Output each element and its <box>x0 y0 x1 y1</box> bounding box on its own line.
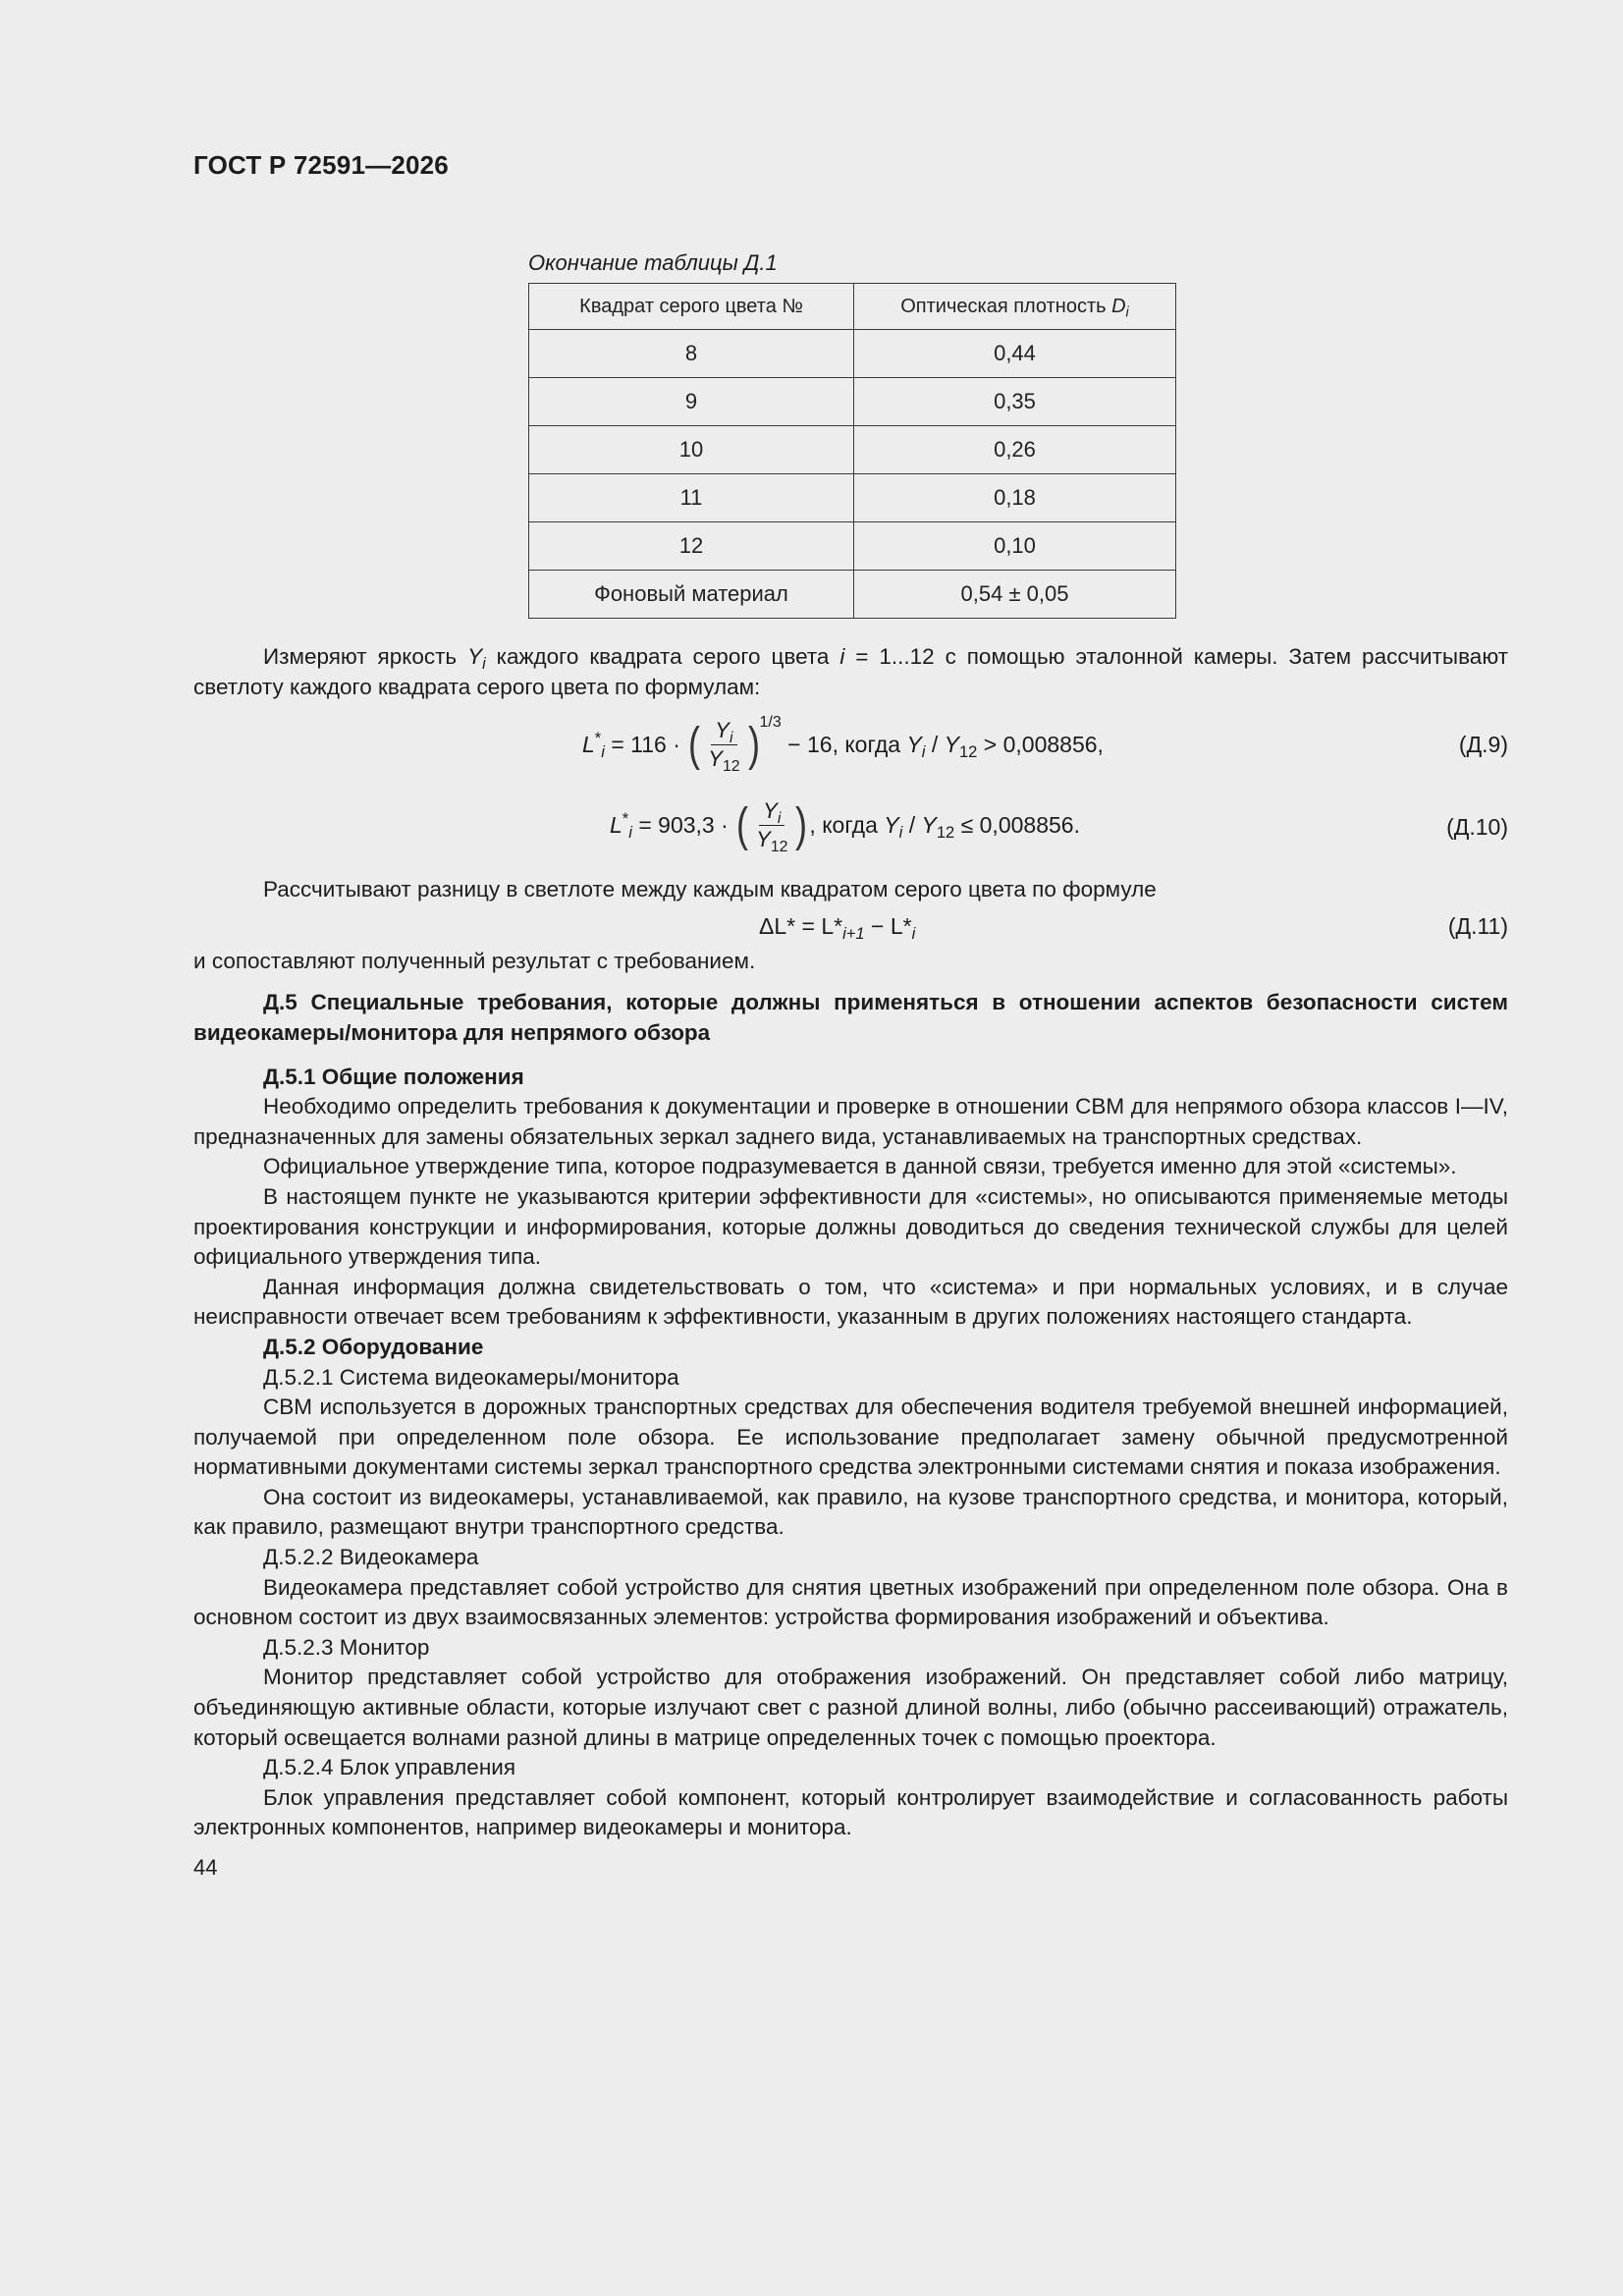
table-row <box>529 378 1176 426</box>
table-cell-density: 0,54 ± 0,05 <box>854 571 1176 619</box>
intro-text-1: Измеряют яркость <box>263 644 468 669</box>
f10-fraction: $\frac{Y_i}{Y_{12}}$ <box>756 798 788 855</box>
section-d5-heading: Д.5 Специальные требования, которые должны применяться в отношении аспектов безопасности систем видеокамеры/монитора для непрямого обзора <box>193 990 1508 1045</box>
f9-lhs: $L^*_i$ <box>582 729 605 762</box>
d51-paragraph: Данная информация должна свидетельствовать о том, что «система» и при нормальных условиях, и в случае неисправности отвечает всем требованиям к эффективности, указанным в других положениях настоящего стандарта. <box>193 1274 1508 1330</box>
formula-d9-label: (Д.9) <box>1458 732 1508 758</box>
f9-coef: = 116 · <box>604 732 687 758</box>
gray-squares-table <box>528 283 1176 619</box>
table-row <box>529 330 1176 378</box>
table-caption: Окончание таблицы Д.1 <box>528 250 778 275</box>
formula-d10-label: (Д.10) <box>1446 814 1508 841</box>
f9-tail: − 16, когда <box>781 732 907 758</box>
table-row <box>529 522 1176 571</box>
table-row <box>529 426 1176 474</box>
intro-paragraph <box>193 642 1508 702</box>
f9-paren-open: ( <box>688 718 701 771</box>
f9-paren-close: ) <box>747 718 760 771</box>
d51-paragraph: Необходимо определить требования к документации и проверке в отношении СВМ для непрямого обзора классов I—IV, предназначенных для замены обязательных зеркал заднего вида, устанавливаемых на транспортных средствах. <box>193 1094 1508 1149</box>
f10-condition: ≤ 0,008856. <box>954 812 1080 839</box>
density-header-var: D <box>1111 295 1126 317</box>
table-header-row <box>529 284 1176 330</box>
f9-fraction: $\frac{Y_i}{Y_{12}}$ <box>708 718 740 775</box>
d521-paragraph: СВМ используется в дорожных транспортных средствах для обеспечения водителя требуемой внешней информацией, получаемой при определенном поле обзора. Ее использование предполагает замену обычной предусмотренной нормативными документами системы зеркал транспортного средства электронными системами снятия и показа изображения. <box>193 1394 1508 1480</box>
table-cell-density: 0,44 <box>854 330 1176 378</box>
table-cell-density: 0,18 <box>854 474 1176 522</box>
f9-condition: > 0,008856, <box>977 732 1104 758</box>
intro-var-i: i <box>839 644 845 669</box>
f10-lhs: $L^*_i$ <box>610 809 632 843</box>
density-header-text: Оптическая плотность <box>900 295 1112 317</box>
table-cell-square: 11 <box>529 474 854 522</box>
f10-coef: = 903,3 · <box>631 812 735 839</box>
d524-title: Д.5.2.4 Блок управления <box>263 1755 516 1780</box>
formula-d11-label: (Д.11) <box>1447 912 1508 939</box>
formula-d10 <box>193 794 1508 875</box>
density-header-sub: i <box>1125 303 1129 320</box>
table-cell-square: 9 <box>529 378 854 426</box>
formula-d9 <box>193 708 1508 789</box>
page-number: 44 <box>193 1855 218 1880</box>
table-header-square: Квадрат серого цвета № <box>529 284 854 330</box>
intro-sub-i: i <box>482 654 486 673</box>
formula-d11 <box>193 905 1508 947</box>
difference-paragraph: Рассчитывают разницу в светлоте между каждым квадратом серого цвета по формуле <box>263 877 1157 902</box>
d51-paragraph: В настоящем пункте не указываются критерии эффективности для «системы», но описываются применяемые методы проектирования конструкции и информирования, которые должны доводиться до сведения технической службы для целей официального утверждения типа. <box>193 1183 1508 1270</box>
document-page <box>193 147 1508 1883</box>
d524-paragraph: Блок управления представляет собой компонент, который контролирует взаимодействие и согласованность работы электронных компонентов, например видеокамеры и монитора. <box>193 1784 1508 1840</box>
d521-paragraph: Она состоит из видеокамеры, устанавливаемой, как правило, на кузове транспортного средства, и монитора, который, как правило, размещают внутри транспортного средства. <box>193 1484 1508 1540</box>
d523-title: Д.5.2.3 Монитор <box>263 1634 430 1660</box>
d523-paragraph: Монитор представляет собой устройство для отображения изображений. Он представляет собой либо матрицу, объединяющую активные области, которые излучают свет с разной длиной волны, либо (обычно рассеивающий) отражатель, который освещается волнами разной длины в матрице определенных точек с помощью проектора. <box>193 1665 1508 1750</box>
document-body <box>193 642 1508 1843</box>
section-d51-heading: Д.5.1 Общие положения <box>263 1064 524 1089</box>
d522-paragraph: Видеокамера представляет собой устройство для снятия цветных изображений при определенном поле обзора. Она в основном состоит из двух взаимосвязанных элементов: устройства формирования изображений и объектива. <box>193 1574 1508 1630</box>
table-row <box>529 474 1176 522</box>
f10-paren-close: ) <box>795 798 808 851</box>
document-header: ГОСТ Р 72591—2026 <box>193 150 449 180</box>
table-cell-density: 0,26 <box>854 426 1176 474</box>
compare-paragraph: и сопоставляют полученный результат с требованием. <box>193 948 756 973</box>
table-cell-square: 12 <box>529 522 854 571</box>
d522-title: Д.5.2.2 Видеокамера <box>263 1545 479 1570</box>
intro-text-3: = 1...12 с помощью эталонной камеры. Затем рассчитывают светлоту каждого квадрата серого цвета по формулам: <box>193 644 1509 699</box>
intro-text-2: каждого квадрата серого цвета <box>485 644 840 669</box>
table-cell-density: 0,10 <box>854 522 1176 571</box>
f10-ratio: $Y_i / Y_{12}$ <box>884 812 955 843</box>
table-cell-density: 0,35 <box>854 378 1176 426</box>
d521-title: Д.5.2.1 Система видеокамеры/монитора <box>263 1364 679 1390</box>
intro-var-y: Y <box>467 644 483 669</box>
f9-ratio: $Y_i / Y_{12}$ <box>906 732 978 762</box>
table-cell-square: 10 <box>529 426 854 474</box>
f10-paren-open: ( <box>736 798 749 851</box>
f11-expression: $\Delta L* = L*_{i+1} - L*_i$ <box>759 912 916 943</box>
f10-tail: , когда <box>809 812 885 839</box>
table-cell-square: Фоновый материал <box>529 571 854 619</box>
table-row <box>529 571 1176 619</box>
table-cell-square: 8 <box>529 330 854 378</box>
section-d52-heading: Д.5.2 Оборудование <box>263 1334 484 1359</box>
d51-paragraph: Официальное утверждение типа, которое подразумевается в данной связи, требуется именно для этой «системы». <box>263 1154 1457 1179</box>
f9-exponent: 1/3 <box>759 714 782 732</box>
table-header-density <box>854 284 1176 330</box>
